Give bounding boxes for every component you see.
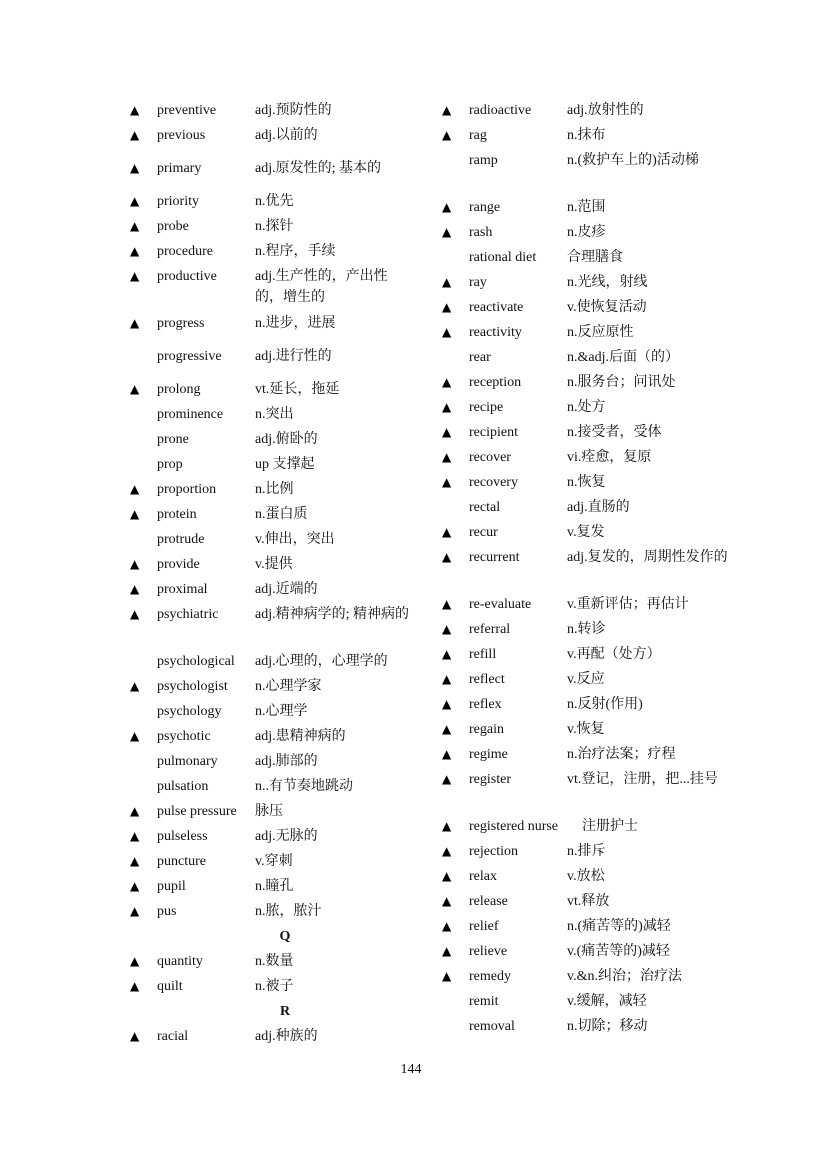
entry-definition: n.比例 bbox=[255, 482, 294, 497]
entry-term: productive bbox=[157, 269, 217, 284]
glossary-entry bbox=[442, 297, 732, 322]
glossary-entry bbox=[442, 644, 732, 669]
glossary-entry bbox=[130, 976, 410, 1001]
entry-definition: v.反应 bbox=[567, 672, 605, 687]
glossary-entry bbox=[130, 726, 410, 751]
triangle-marker-icon: ▲ bbox=[130, 904, 140, 918]
entry-definition: n.光线，射线 bbox=[567, 275, 648, 290]
glossary-entry bbox=[442, 719, 732, 744]
glossary-entry bbox=[442, 1016, 732, 1041]
entry-term: rational diet bbox=[469, 250, 537, 265]
entry-definition: adj.近端的 bbox=[255, 582, 318, 597]
entry-term: relief bbox=[469, 919, 499, 934]
glossary-entry bbox=[130, 579, 410, 604]
glossary-entry bbox=[442, 150, 732, 197]
glossary-entry bbox=[130, 651, 410, 676]
glossary-entry bbox=[442, 669, 732, 694]
glossary-entry bbox=[442, 619, 732, 644]
entry-definition: up 支撑起 bbox=[255, 457, 315, 472]
entry-definition: n.进步，进展 bbox=[255, 316, 336, 331]
triangle-marker-icon: ▲ bbox=[442, 597, 452, 611]
glossary-entry bbox=[442, 347, 732, 372]
triangle-marker-icon: ▲ bbox=[442, 300, 452, 314]
entry-term: recovery bbox=[469, 475, 518, 490]
entry-term: quilt bbox=[157, 979, 183, 994]
entry-term: pulseless bbox=[157, 829, 208, 844]
entry-definition: adj.无脉的 bbox=[255, 829, 318, 844]
glossary-entry bbox=[442, 247, 732, 272]
entry-definition: v.放松 bbox=[567, 869, 605, 884]
entry-term: reception bbox=[469, 375, 522, 390]
triangle-marker-icon: ▲ bbox=[130, 804, 140, 818]
entry-definition: adj.原发性的; 基本的 bbox=[255, 161, 381, 176]
entry-term: protein bbox=[157, 507, 197, 522]
glossary-entry bbox=[442, 447, 732, 472]
entry-term: priority bbox=[157, 194, 199, 209]
entry-definition: n.数量 bbox=[255, 954, 294, 969]
glossary-entry bbox=[130, 851, 410, 876]
entry-definition: n.(救护车上的)活动梯 bbox=[567, 153, 699, 168]
triangle-marker-icon: ▲ bbox=[130, 854, 140, 868]
glossary-entry bbox=[442, 866, 732, 891]
triangle-marker-icon: ▲ bbox=[130, 194, 140, 208]
entry-term: prolong bbox=[157, 382, 201, 397]
triangle-marker-icon: ▲ bbox=[130, 557, 140, 571]
entry-definition: n.心理学家 bbox=[255, 679, 322, 694]
triangle-marker-icon: ▲ bbox=[442, 425, 452, 439]
entry-term: referral bbox=[469, 622, 511, 637]
entry-definition: adj.精神病学的; 精神病的 bbox=[255, 607, 409, 622]
entry-term: remit bbox=[469, 994, 499, 1009]
glossary-entry bbox=[130, 100, 410, 125]
entry-definition: n.探针 bbox=[255, 219, 294, 234]
glossary-entry bbox=[130, 313, 410, 346]
triangle-marker-icon: ▲ bbox=[130, 607, 140, 621]
entry-term: provide bbox=[157, 557, 200, 572]
triangle-marker-icon: ▲ bbox=[442, 819, 452, 833]
triangle-marker-icon: ▲ bbox=[442, 475, 452, 489]
entry-definition: n.接受者，受体 bbox=[567, 425, 662, 440]
entry-term: reactivate bbox=[469, 300, 524, 315]
entry-term: psychology bbox=[157, 704, 222, 719]
triangle-marker-icon: ▲ bbox=[442, 103, 452, 117]
glossary-entry bbox=[442, 744, 732, 769]
entry-term: regain bbox=[469, 722, 504, 737]
entry-term: rejection bbox=[469, 844, 518, 859]
entry-term: pus bbox=[157, 904, 177, 919]
entry-definition: adj.心理的，心理学的 bbox=[255, 654, 388, 669]
entry-term: preventive bbox=[157, 103, 217, 118]
triangle-marker-icon: ▲ bbox=[442, 747, 452, 761]
entry-definition: adj.俯卧的 bbox=[255, 432, 318, 447]
glossary-entry bbox=[130, 801, 410, 826]
glossary-entry bbox=[130, 191, 410, 216]
entry-definition: n.范围 bbox=[567, 200, 606, 215]
glossary-entry bbox=[130, 951, 410, 976]
entry-term: ray bbox=[469, 275, 487, 290]
glossary-entry bbox=[442, 991, 732, 1016]
entry-definition: n.脓，脓汁 bbox=[255, 904, 322, 919]
entry-term: range bbox=[469, 200, 501, 215]
entry-term: recipe bbox=[469, 400, 504, 415]
triangle-marker-icon: ▲ bbox=[442, 697, 452, 711]
entry-term: refill bbox=[469, 647, 497, 662]
glossary-entry bbox=[130, 429, 410, 454]
glossary-entry bbox=[442, 472, 732, 497]
glossary-entry bbox=[442, 272, 732, 297]
entry-term: quantity bbox=[157, 954, 203, 969]
glossary-entry bbox=[130, 529, 410, 554]
entry-definition: v.(痛苦等的)减轻 bbox=[567, 944, 670, 959]
entry-term: prone bbox=[157, 432, 189, 447]
entry-term: psychotic bbox=[157, 729, 211, 744]
entry-definition: v.恢复 bbox=[567, 722, 605, 737]
entry-term: probe bbox=[157, 219, 189, 234]
entry-term: re-evaluate bbox=[469, 597, 532, 612]
triangle-marker-icon: ▲ bbox=[130, 269, 140, 283]
entry-term: rectal bbox=[469, 500, 501, 515]
glossary-entry bbox=[442, 497, 732, 522]
triangle-marker-icon: ▲ bbox=[130, 507, 140, 521]
triangle-marker-icon: ▲ bbox=[130, 128, 140, 142]
entry-term: psychologist bbox=[157, 679, 228, 694]
entry-definition: adj.肺部的 bbox=[255, 754, 318, 769]
entry-definition: adj.预防性的 bbox=[255, 103, 332, 118]
entry-definition: v.重新评估；再估计 bbox=[567, 597, 689, 612]
entry-definition: n.优先 bbox=[255, 194, 294, 209]
glossary-entry bbox=[130, 379, 410, 404]
section-heading: R bbox=[279, 1004, 291, 1019]
glossary-entry bbox=[442, 125, 732, 150]
glossary-entry bbox=[442, 372, 732, 397]
entry-term: psychiatric bbox=[157, 607, 219, 622]
triangle-marker-icon: ▲ bbox=[130, 103, 140, 117]
triangle-marker-icon: ▲ bbox=[442, 647, 452, 661]
glossary-entry bbox=[130, 158, 410, 191]
entry-term: relieve bbox=[469, 944, 508, 959]
entry-definition: v.提供 bbox=[255, 557, 293, 572]
entry-definition: v.再配（处方） bbox=[567, 647, 661, 662]
entry-definition: n.转诊 bbox=[567, 622, 606, 637]
entry-term: progress bbox=[157, 316, 205, 331]
entry-definition: 合理膳食 bbox=[567, 250, 623, 265]
glossary-entry bbox=[442, 197, 732, 222]
triangle-marker-icon: ▲ bbox=[130, 829, 140, 843]
triangle-marker-icon: ▲ bbox=[130, 316, 140, 330]
page-number: 144 bbox=[400, 1062, 422, 1077]
entry-term: regime bbox=[469, 747, 508, 762]
triangle-marker-icon: ▲ bbox=[442, 325, 452, 339]
entry-definition: adj.生产性的，产出性的，增生的 bbox=[255, 269, 388, 305]
glossary-entry bbox=[442, 594, 732, 619]
entry-definition: v.缓解，减轻 bbox=[567, 994, 647, 1009]
glossary-entry bbox=[442, 694, 732, 719]
glossary-entry bbox=[130, 1026, 410, 1051]
glossary-entry bbox=[442, 769, 732, 816]
entry-definition: n.蛋白质 bbox=[255, 507, 308, 522]
entry-definition: adj.种族的 bbox=[255, 1029, 318, 1044]
glossary-entry bbox=[442, 891, 732, 916]
glossary-entry bbox=[442, 100, 732, 125]
triangle-marker-icon: ▲ bbox=[442, 844, 452, 858]
entry-term: procedure bbox=[157, 244, 213, 259]
triangle-marker-icon: ▲ bbox=[442, 869, 452, 883]
entry-definition: adj.患精神病的 bbox=[255, 729, 346, 744]
entry-definition: n.瞳孔 bbox=[255, 879, 294, 894]
triangle-marker-icon: ▲ bbox=[130, 879, 140, 893]
entry-term: protrude bbox=[157, 532, 205, 547]
entry-definition: adj.直肠的 bbox=[567, 500, 630, 515]
section-heading: Q bbox=[279, 929, 291, 944]
entry-term: progressive bbox=[157, 349, 222, 364]
entry-definition: n.服务台；问讯处 bbox=[567, 375, 676, 390]
triangle-marker-icon: ▲ bbox=[130, 482, 140, 496]
triangle-marker-icon: ▲ bbox=[130, 1029, 140, 1043]
glossary-entry bbox=[130, 454, 410, 479]
entry-definition: n.(痛苦等的)减轻 bbox=[567, 919, 671, 934]
triangle-marker-icon: ▲ bbox=[442, 550, 452, 564]
entry-term: recipient bbox=[469, 425, 518, 440]
glossary-entry bbox=[130, 776, 410, 801]
triangle-marker-icon: ▲ bbox=[442, 622, 452, 636]
entry-term: pupil bbox=[157, 879, 186, 894]
entry-definition: v.伸出，突出 bbox=[255, 532, 335, 547]
entry-definition: adj.进行性的 bbox=[255, 349, 332, 364]
entry-term: proportion bbox=[157, 482, 217, 497]
right-column bbox=[442, 100, 732, 1041]
entry-term: recover bbox=[469, 450, 511, 465]
triangle-marker-icon: ▲ bbox=[130, 679, 140, 693]
glossary-entry bbox=[130, 504, 410, 529]
entry-term: rag bbox=[469, 128, 487, 143]
entry-definition: vt.延长，拖延 bbox=[255, 382, 340, 397]
glossary-entry bbox=[130, 901, 410, 926]
entry-definition: vt.登记，注册，把...挂号 bbox=[567, 772, 718, 787]
entry-definition: adj.放射性的 bbox=[567, 103, 644, 118]
triangle-marker-icon: ▲ bbox=[130, 979, 140, 993]
triangle-marker-icon: ▲ bbox=[442, 200, 452, 214]
glossary-entry bbox=[130, 826, 410, 851]
glossary-entry bbox=[442, 222, 732, 247]
glossary-entry bbox=[130, 604, 410, 651]
entry-definition: vi.痊愈，复原 bbox=[567, 450, 652, 465]
triangle-marker-icon: ▲ bbox=[442, 275, 452, 289]
entry-definition: n.恢复 bbox=[567, 475, 606, 490]
glossary-entry bbox=[442, 916, 732, 941]
triangle-marker-icon: ▲ bbox=[442, 969, 452, 983]
entry-term: radioactive bbox=[469, 103, 532, 118]
entry-term: primary bbox=[157, 161, 202, 176]
entry-term: release bbox=[469, 894, 508, 909]
entry-definition: n.治疗法案；疗程 bbox=[567, 747, 676, 762]
entry-definition: n.排斥 bbox=[567, 844, 606, 859]
triangle-marker-icon: ▲ bbox=[442, 894, 452, 908]
entry-term: proximal bbox=[157, 582, 208, 597]
left-column bbox=[130, 100, 410, 1051]
triangle-marker-icon: ▲ bbox=[442, 772, 452, 786]
entry-definition: 脉压 bbox=[255, 804, 283, 819]
glossary-entry bbox=[130, 701, 410, 726]
triangle-marker-icon: ▲ bbox=[130, 161, 140, 175]
glossary-entry bbox=[442, 816, 732, 841]
entry-definition: n.突出 bbox=[255, 407, 294, 422]
entry-definition: v.使恢复活动 bbox=[567, 300, 647, 315]
triangle-marker-icon: ▲ bbox=[442, 919, 452, 933]
entry-definition: vt.释放 bbox=[567, 894, 610, 909]
entry-definition: n.反射(作用) bbox=[567, 697, 643, 712]
entry-definition: v.穿刺 bbox=[255, 854, 293, 869]
entry-term: pulsation bbox=[157, 779, 209, 794]
entry-definition: adj.复发的，周期性发作的 bbox=[567, 550, 728, 565]
glossary-entry bbox=[130, 554, 410, 579]
triangle-marker-icon: ▲ bbox=[130, 729, 140, 743]
entry-term: recur bbox=[469, 525, 498, 540]
entry-definition: v.&n.纠治；治疗法 bbox=[567, 969, 682, 984]
glossary-entry bbox=[130, 266, 410, 313]
entry-definition: n.抹布 bbox=[567, 128, 606, 143]
entry-term: register bbox=[469, 772, 511, 787]
entry-term: ramp bbox=[469, 153, 498, 168]
entry-definition: n.心理学 bbox=[255, 704, 308, 719]
entry-definition: n..有节奏地跳动 bbox=[255, 779, 353, 794]
entry-term: registered nurse bbox=[469, 819, 559, 834]
glossary-entry bbox=[130, 404, 410, 429]
triangle-marker-icon: ▲ bbox=[130, 244, 140, 258]
entry-term: pulse pressure bbox=[157, 804, 237, 819]
triangle-marker-icon: ▲ bbox=[442, 128, 452, 142]
glossary-entry bbox=[130, 125, 410, 158]
triangle-marker-icon: ▲ bbox=[442, 944, 452, 958]
glossary-entry bbox=[442, 397, 732, 422]
glossary-entry bbox=[130, 216, 410, 241]
entry-definition: adj.以前的 bbox=[255, 128, 318, 143]
glossary-entry bbox=[130, 479, 410, 504]
entry-definition: n.处方 bbox=[567, 400, 606, 415]
glossary-entry bbox=[130, 676, 410, 701]
glossary-entry bbox=[442, 422, 732, 447]
glossary-entry bbox=[442, 941, 732, 966]
entry-term: reactivity bbox=[469, 325, 522, 340]
entry-term: prominence bbox=[157, 407, 224, 422]
entry-definition: n.&adj.后面（的） bbox=[567, 350, 679, 365]
glossary-entry bbox=[130, 346, 410, 379]
entry-term: pulmonary bbox=[157, 754, 218, 769]
triangle-marker-icon: ▲ bbox=[130, 382, 140, 396]
triangle-marker-icon: ▲ bbox=[442, 672, 452, 686]
entry-definition: n.程序，手续 bbox=[255, 244, 336, 259]
entry-term: removal bbox=[469, 1019, 515, 1034]
entry-term: previous bbox=[157, 128, 206, 143]
entry-term: prop bbox=[157, 457, 183, 472]
triangle-marker-icon: ▲ bbox=[442, 450, 452, 464]
entry-definition: n.切除；移动 bbox=[567, 1019, 648, 1034]
triangle-marker-icon: ▲ bbox=[442, 375, 452, 389]
entry-term: reflex bbox=[469, 697, 502, 712]
glossary-entry bbox=[130, 241, 410, 266]
triangle-marker-icon: ▲ bbox=[442, 525, 452, 539]
triangle-marker-icon: ▲ bbox=[130, 582, 140, 596]
triangle-marker-icon: ▲ bbox=[442, 722, 452, 736]
entry-definition: n.反应原性 bbox=[567, 325, 634, 340]
triangle-marker-icon: ▲ bbox=[442, 225, 452, 239]
triangle-marker-icon: ▲ bbox=[130, 954, 140, 968]
entry-definition: n.被子 bbox=[255, 979, 294, 994]
entry-term: remedy bbox=[469, 969, 511, 984]
entry-definition: n.皮疹 bbox=[567, 225, 606, 240]
entry-term: psychological bbox=[157, 654, 235, 669]
entry-definition: 注册护士 bbox=[582, 819, 638, 834]
entry-term: relax bbox=[469, 869, 497, 884]
glossary-entry bbox=[130, 876, 410, 901]
triangle-marker-icon: ▲ bbox=[442, 400, 452, 414]
triangle-marker-icon: ▲ bbox=[130, 219, 140, 233]
glossary-entry bbox=[442, 966, 732, 991]
entry-term: recurrent bbox=[469, 550, 520, 565]
entry-definition: v.复发 bbox=[567, 525, 605, 540]
entry-term: racial bbox=[157, 1029, 189, 1044]
glossary-entry bbox=[442, 547, 732, 594]
entry-term: puncture bbox=[157, 854, 206, 869]
entry-term: reflect bbox=[469, 672, 505, 687]
glossary-entry bbox=[442, 322, 732, 347]
glossary-entry bbox=[130, 751, 410, 776]
entry-term: rash bbox=[469, 225, 493, 240]
glossary-entry bbox=[442, 841, 732, 866]
entry-term: rear bbox=[469, 350, 491, 365]
glossary-entry bbox=[442, 522, 732, 547]
